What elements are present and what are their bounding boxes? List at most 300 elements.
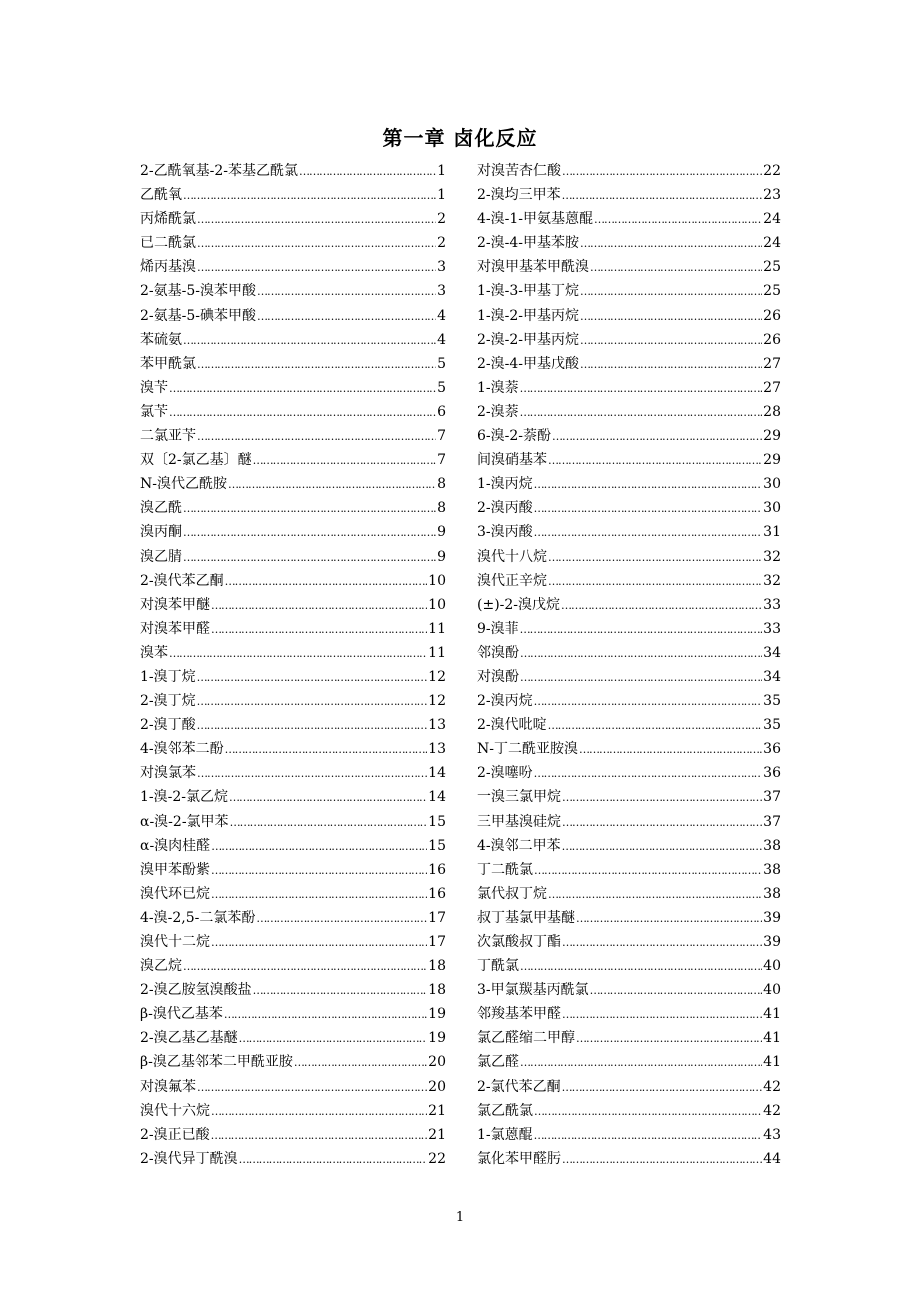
toc-entry[interactable] <box>140 594 446 618</box>
toc-entry-page: 26 <box>763 331 781 348</box>
toc-entry-page: 5 <box>437 355 446 372</box>
toc-entry-page: 8 <box>437 500 446 517</box>
dot-leader <box>183 549 436 565</box>
toc-entry[interactable] <box>477 883 781 907</box>
toc-entry[interactable] <box>140 738 446 762</box>
toc-entry-page: 35 <box>763 693 781 710</box>
toc-entry-name: 2-溴乙基乙基醚 <box>140 1030 238 1047</box>
dot-leader <box>580 356 762 372</box>
toc-entry[interactable] <box>140 1124 446 1148</box>
toc-entry[interactable] <box>140 979 446 1003</box>
dot-leader <box>534 1103 762 1119</box>
toc-entry[interactable] <box>140 955 446 979</box>
toc-entry[interactable] <box>140 473 446 497</box>
toc-entry[interactable] <box>140 786 446 810</box>
toc-entry[interactable] <box>140 690 446 714</box>
toc-entry[interactable] <box>477 521 781 545</box>
toc-entry-name: 2-溴噻吩 <box>477 765 533 782</box>
toc-entry-name: 已二酰氯 <box>140 235 196 252</box>
toc-entry-name: 丁酰氯 <box>477 958 519 975</box>
toc-entry[interactable] <box>477 1148 781 1172</box>
dot-leader <box>211 934 427 950</box>
dot-leader <box>211 1127 428 1143</box>
toc-entry[interactable] <box>477 1100 781 1124</box>
dot-leader <box>183 958 427 974</box>
toc-entry[interactable] <box>477 449 781 473</box>
toc-entry-page: 12 <box>428 693 446 710</box>
toc-entry-name: 溴苯 <box>140 644 168 661</box>
toc-entry-page: 16 <box>428 861 446 878</box>
toc-right-column <box>477 160 781 1172</box>
toc-entry-name: β-溴代乙基苯 <box>140 1006 223 1023</box>
toc-entry-page: 24 <box>763 235 781 252</box>
dot-leader <box>534 862 762 878</box>
toc-entry-name: 2-溴代吡啶 <box>477 717 547 734</box>
dot-leader <box>590 982 763 998</box>
toc-entry-page: 26 <box>763 307 781 324</box>
toc-entry-name: 2-溴-4-甲基苯胺 <box>477 235 580 252</box>
toc-entry-name: 2-溴丙烷 <box>477 693 533 710</box>
toc-entry-page: 39 <box>763 909 781 926</box>
toc-entry[interactable] <box>477 907 781 931</box>
toc-entry[interactable] <box>477 714 781 738</box>
toc-entry[interactable] <box>140 931 446 955</box>
toc-entry[interactable] <box>140 256 446 280</box>
dot-leader <box>239 1151 428 1167</box>
toc-entry[interactable] <box>477 1003 781 1027</box>
toc-entry-name: 对溴苯甲醛 <box>140 620 210 637</box>
toc-entry-page: 15 <box>428 837 446 854</box>
toc-entry[interactable] <box>140 329 446 353</box>
toc-entry-name: 对溴苯甲醚 <box>140 596 210 613</box>
toc-entry[interactable] <box>140 642 446 666</box>
toc-entry[interactable] <box>477 497 781 521</box>
dot-leader <box>197 693 428 709</box>
dot-leader <box>197 765 427 781</box>
toc-entry[interactable] <box>140 232 446 256</box>
toc-entry-page: 27 <box>763 355 781 372</box>
toc-entry[interactable] <box>477 425 781 449</box>
dot-leader <box>197 259 436 275</box>
dot-leader <box>183 500 436 516</box>
toc-entry-page: 14 <box>428 765 446 782</box>
toc-entry-page: 17 <box>428 934 446 950</box>
toc-entry-page: 19 <box>428 1006 446 1023</box>
toc-entry[interactable] <box>477 762 781 786</box>
toc-entry[interactable] <box>477 690 781 714</box>
toc-entry-page: 44 <box>763 1150 781 1167</box>
dot-leader <box>552 428 762 444</box>
dot-leader <box>228 476 436 492</box>
toc-entry-page: 41 <box>763 1006 781 1023</box>
toc-entry-page: 10 <box>428 572 446 589</box>
dot-leader <box>253 452 436 468</box>
toc-entry-page: 42 <box>763 1102 781 1119</box>
toc-entry-name: 2-溴代异丁酰溴 <box>140 1150 238 1167</box>
toc-entry-name: 1-氯蒽醌 <box>477 1126 533 1143</box>
toc-entry-page: 2 <box>437 211 446 228</box>
toc-entry[interactable] <box>140 546 446 570</box>
toc-entry-page: 20 <box>428 1078 446 1095</box>
toc-entry-name: 溴乙酰 <box>140 500 182 517</box>
toc-entry-page: 27 <box>763 379 781 396</box>
dot-leader <box>197 669 428 685</box>
toc-entry[interactable] <box>140 521 446 545</box>
toc-entry-name: 6-溴-2-萘酚 <box>477 428 552 445</box>
toc-entry[interactable] <box>477 1051 781 1075</box>
dot-leader <box>211 621 427 637</box>
toc-entry-page: 36 <box>763 765 781 782</box>
toc-entry-name: 对溴酚 <box>477 668 519 685</box>
toc-entry-page: 19 <box>428 1030 446 1047</box>
dot-leader <box>257 283 436 299</box>
dot-leader <box>548 573 762 589</box>
toc-entry[interactable] <box>140 907 446 931</box>
toc-entry-page: 33 <box>763 596 781 613</box>
dot-leader <box>211 862 427 878</box>
toc-entry-page: 7 <box>437 452 446 469</box>
toc-entry[interactable] <box>140 1100 446 1124</box>
dot-leader <box>299 163 436 179</box>
toc-entry[interactable] <box>140 835 446 859</box>
toc-entry-name: 2-氨基-5-溴苯甲酸 <box>140 283 257 300</box>
dot-leader <box>169 404 436 420</box>
toc-entry-page: 1 <box>437 187 446 204</box>
toc-entry-page: 17 <box>428 909 446 926</box>
dot-leader <box>169 380 436 396</box>
toc-entry-name: 氯苄 <box>140 403 168 420</box>
toc-entry[interactable] <box>140 401 446 425</box>
toc-entry[interactable] <box>477 329 781 353</box>
dot-leader <box>534 500 763 516</box>
toc-entry[interactable] <box>477 232 781 256</box>
toc-entry[interactable] <box>140 618 446 642</box>
toc-entry[interactable] <box>477 666 781 690</box>
toc-entry[interactable] <box>477 570 781 594</box>
dot-leader <box>183 332 436 348</box>
toc-entry[interactable] <box>477 931 781 955</box>
dot-leader <box>183 187 436 203</box>
toc-entry-name: 氯乙醛缩二甲醇 <box>477 1030 575 1047</box>
toc-entry-page: 7 <box>437 428 446 445</box>
toc-entry[interactable] <box>140 425 446 449</box>
toc-entry-name: 烯丙基溴 <box>140 259 196 276</box>
toc-entry-name: 氯代叔丁烷 <box>477 885 547 902</box>
toc-entry-name: 溴代十六烷 <box>140 1102 210 1119</box>
toc-entry[interactable] <box>477 979 781 1003</box>
toc-entry-name: 4-溴-2,5-二氯苯酚 <box>140 909 256 926</box>
toc-entry-page: 22 <box>428 1150 446 1167</box>
toc-entry[interactable] <box>477 1076 781 1100</box>
dot-leader <box>580 235 762 251</box>
toc-entry-name: 2-溴代苯乙酮 <box>140 572 224 589</box>
toc-entry[interactable] <box>140 1076 446 1100</box>
toc-entry[interactable] <box>477 377 781 401</box>
toc-entry-name: 对溴苦杏仁酸 <box>477 163 561 179</box>
dot-leader <box>580 332 762 348</box>
dot-leader <box>197 717 428 733</box>
toc-entry-page: 43 <box>763 1126 781 1143</box>
toc-entry-page: 20 <box>428 1054 446 1071</box>
toc-entry[interactable] <box>140 714 446 738</box>
dot-leader <box>257 308 436 324</box>
dot-leader <box>562 163 762 179</box>
toc-entry-page: 33 <box>763 620 781 637</box>
toc-left-column <box>140 160 446 1172</box>
toc-entry-name: 氯乙酰氯 <box>477 1102 533 1119</box>
toc-entry-page: 30 <box>763 476 781 493</box>
dot-leader <box>230 814 428 830</box>
toc-entry-name: 2-溴正已酸 <box>140 1126 210 1143</box>
toc-entry-name: 1-溴-2-甲基丙烷 <box>477 307 580 324</box>
toc-entry-name: 苯硫氨 <box>140 331 182 348</box>
toc-entry-page: 4 <box>437 307 446 324</box>
toc-entry[interactable] <box>477 401 781 425</box>
toc-entry[interactable] <box>140 1003 446 1027</box>
toc-entry[interactable] <box>140 377 446 401</box>
toc-entry[interactable] <box>140 811 446 835</box>
toc-entry[interactable] <box>477 256 781 280</box>
toc-entry-name: α-溴-2-氯甲苯 <box>140 813 229 830</box>
toc-entry-name: 溴乙烷 <box>140 958 182 975</box>
toc-entry-name: 2-乙酰氧基-2-苯基乙酰氯 <box>140 163 299 179</box>
toc-entry[interactable] <box>140 160 446 184</box>
toc-entry-name: 三甲基溴硅烷 <box>477 813 561 830</box>
toc-entry-name: 2-溴乙胺氢溴酸盐 <box>140 982 252 999</box>
dot-leader <box>562 838 763 854</box>
toc-entry-page: 13 <box>428 741 446 758</box>
toc-entry[interactable] <box>140 353 446 377</box>
toc-entry[interactable] <box>140 280 446 304</box>
toc-entry-page: 18 <box>428 958 446 975</box>
toc-entry[interactable] <box>140 184 446 208</box>
toc-entry-page: 16 <box>428 885 446 902</box>
toc-entry-name: 二氯亚苄 <box>140 428 196 445</box>
toc-entry-page: 37 <box>763 789 781 806</box>
toc-entry-name: 溴代十八烷 <box>477 548 547 565</box>
dot-leader <box>594 211 762 227</box>
dot-leader <box>562 1151 762 1167</box>
toc-entry-name: 邻羧基苯甲醛 <box>477 1006 561 1023</box>
toc-entry-name: 间溴硝基苯 <box>477 452 547 469</box>
toc-entry[interactable] <box>477 955 781 979</box>
toc-entry-page: 40 <box>763 982 781 999</box>
dot-leader <box>520 380 763 396</box>
toc-entry-name: 9-溴菲 <box>477 620 519 637</box>
dot-leader <box>211 1103 427 1119</box>
toc-entry[interactable] <box>140 497 446 521</box>
toc-entry-page: 9 <box>437 524 446 541</box>
toc-entry-name: 丙烯酰氯 <box>140 211 196 228</box>
toc-entry[interactable] <box>477 305 781 329</box>
toc-entry-name: 2-溴丁烷 <box>140 693 196 710</box>
dot-leader <box>534 1127 763 1143</box>
dot-leader <box>520 645 762 661</box>
toc-entry-page: 14 <box>428 789 446 806</box>
toc-entry-name: 2-溴丙酸 <box>477 500 533 517</box>
toc-entry-page: 41 <box>763 1054 781 1071</box>
toc-entry[interactable] <box>140 208 446 232</box>
toc-entry[interactable] <box>477 1124 781 1148</box>
toc-entry-name: 1-溴萘 <box>477 379 519 396</box>
toc-entry-name: 2-氯代苯乙酮 <box>477 1078 561 1095</box>
toc-entry[interactable] <box>477 208 781 232</box>
toc-entry-name: 溴代环已烷 <box>140 885 210 902</box>
toc-entry-name: 2-溴丁酸 <box>140 717 196 734</box>
toc-entry-page: 3 <box>437 283 446 300</box>
toc-entry-name: 氯化苯甲醛肟 <box>477 1150 561 1167</box>
toc-entry[interactable] <box>477 1027 781 1051</box>
toc-entry[interactable] <box>477 546 781 570</box>
toc-entry[interactable] <box>477 859 781 883</box>
toc-entry[interactable] <box>477 280 781 304</box>
toc-entry-page: 38 <box>763 837 781 854</box>
toc-entry-page: 25 <box>763 283 781 300</box>
dot-leader <box>548 717 763 733</box>
toc-entry-page: 29 <box>763 452 781 469</box>
dot-leader <box>580 308 762 324</box>
dot-leader <box>562 934 762 950</box>
dot-leader <box>520 958 762 974</box>
toc-entry-page: 5 <box>437 379 446 396</box>
toc-entry-page: 9 <box>437 548 446 565</box>
toc-entry[interactable] <box>140 883 446 907</box>
toc-entry[interactable] <box>477 738 781 762</box>
toc-entry-page: 15 <box>428 813 446 830</box>
toc-entry-page: 32 <box>763 572 781 589</box>
toc-entry-name: 1-溴-3-甲基丁烷 <box>477 283 580 300</box>
dot-leader <box>197 211 436 227</box>
toc-entry-page: 37 <box>763 813 781 830</box>
dot-leader <box>224 1006 427 1022</box>
toc-entry-name: 苯甲酰氯 <box>140 355 196 372</box>
toc-entry[interactable] <box>140 1027 446 1051</box>
toc-entry[interactable] <box>477 594 781 618</box>
toc-entry-page: 21 <box>428 1102 446 1119</box>
toc-entry[interactable] <box>477 618 781 642</box>
dot-leader <box>169 645 427 661</box>
dot-leader <box>579 741 762 757</box>
toc-entry-page: 30 <box>763 500 781 517</box>
toc-entry-name: 4-溴邻二甲苯 <box>477 837 561 854</box>
dot-leader <box>548 549 762 565</box>
dot-leader <box>562 187 763 203</box>
toc-entry[interactable] <box>140 1148 446 1172</box>
toc-entry-name: 2-氨基-5-碘苯甲酸 <box>140 307 257 324</box>
toc-entry[interactable] <box>477 811 781 835</box>
dot-leader <box>562 1006 762 1022</box>
dot-leader <box>576 1030 762 1046</box>
toc-entry-name: β-溴乙基邻苯二甲酰亚胺 <box>140 1054 293 1071</box>
toc-entry-page: 12 <box>428 668 446 685</box>
toc-entry[interactable] <box>477 642 781 666</box>
toc-entry-name: 溴甲苯酚紫 <box>140 861 210 878</box>
dot-leader <box>561 597 762 613</box>
toc-entry-name: 邻溴酚 <box>477 644 519 661</box>
dot-leader <box>294 1054 427 1070</box>
toc-entry-page: 13 <box>428 717 446 734</box>
toc-entry-name: 对溴甲基苯甲酰溴 <box>477 259 589 276</box>
dot-leader <box>562 814 762 830</box>
toc-entry[interactable] <box>140 666 446 690</box>
toc-entry-name: α-溴肉桂醛 <box>140 837 211 854</box>
dot-leader <box>590 259 762 275</box>
dot-leader <box>580 283 762 299</box>
toc-entry[interactable] <box>140 449 446 473</box>
toc-entry-name: 溴苄 <box>140 379 168 396</box>
toc-entry-page: 28 <box>763 403 781 420</box>
toc-entry-name: N-丁二酰亚胺溴 <box>477 741 578 758</box>
toc-entry[interactable] <box>140 859 446 883</box>
toc-entry-name: 溴丙酮 <box>140 524 182 541</box>
dot-leader <box>197 1079 427 1095</box>
dot-leader <box>211 838 427 854</box>
toc-entry-page: 39 <box>763 934 781 950</box>
dot-leader <box>534 476 763 492</box>
toc-entry[interactable] <box>140 1051 446 1075</box>
dot-leader <box>211 597 427 613</box>
toc-entry-page: 38 <box>763 885 781 902</box>
toc-entry-name: 双〔2-氯乙基〕醚 <box>140 452 252 469</box>
dot-leader <box>225 741 428 757</box>
toc-entry-page: 18 <box>428 982 446 999</box>
dot-leader <box>534 765 763 781</box>
toc-entry-page: 35 <box>763 717 781 734</box>
toc-entry[interactable] <box>477 353 781 377</box>
toc-entry-name: 4-溴-1-甲氨基蒽醌 <box>477 211 594 228</box>
toc-entry-name: 3-溴丙酸 <box>477 524 533 541</box>
toc-entry[interactable] <box>477 835 781 859</box>
toc-entry[interactable] <box>477 184 781 208</box>
toc-entry-name: 1-溴-2-氯乙烷 <box>140 789 229 806</box>
toc-entry-page: 11 <box>428 644 446 661</box>
toc-entry[interactable] <box>140 762 446 786</box>
toc-entry-page: 22 <box>763 163 781 179</box>
toc-entry-page: 4 <box>437 331 446 348</box>
toc-entry-page: 34 <box>763 668 781 685</box>
toc-entry-page: 6 <box>437 403 446 420</box>
toc-entry[interactable] <box>140 305 446 329</box>
toc-entry-page: 8 <box>437 476 446 493</box>
toc-entry-name: 乙酰氧 <box>140 187 182 204</box>
toc-entry-name: 溴乙腈 <box>140 548 182 565</box>
toc-entry-name: 1-溴丁烷 <box>140 668 196 685</box>
dot-leader <box>562 789 762 805</box>
toc-entry-name: 对溴氟苯 <box>140 1078 196 1095</box>
toc-entry-name: 4-溴邻苯二酚 <box>140 741 224 758</box>
toc-entry-name: 叔丁基氯甲基醚 <box>477 909 575 926</box>
toc-entry-page: 32 <box>763 548 781 565</box>
dot-leader <box>197 356 436 372</box>
dot-leader <box>534 693 763 709</box>
page-number: 1 <box>455 1210 465 1225</box>
toc-entry[interactable] <box>477 786 781 810</box>
toc-entry-name: 次氯酸叔丁酯 <box>477 934 561 950</box>
toc-entry-page: 2 <box>437 235 446 252</box>
toc-entry[interactable] <box>477 473 781 497</box>
toc-entry-page: 3 <box>437 259 446 276</box>
toc-entry-page: 41 <box>763 1030 781 1047</box>
toc-entry-page: 42 <box>763 1078 781 1095</box>
toc-entry-page: 36 <box>763 741 781 758</box>
dot-leader <box>520 1054 762 1070</box>
toc-entry[interactable] <box>140 570 446 594</box>
toc-entry-name: 3-甲氯羰基丙酰氯 <box>477 982 589 999</box>
toc-entry-name: 2-溴-2-甲基丙烷 <box>477 331 580 348</box>
toc-entry-page: 1 <box>437 163 446 179</box>
toc-entry-page: 25 <box>763 259 781 276</box>
toc-entry[interactable] <box>477 160 781 184</box>
